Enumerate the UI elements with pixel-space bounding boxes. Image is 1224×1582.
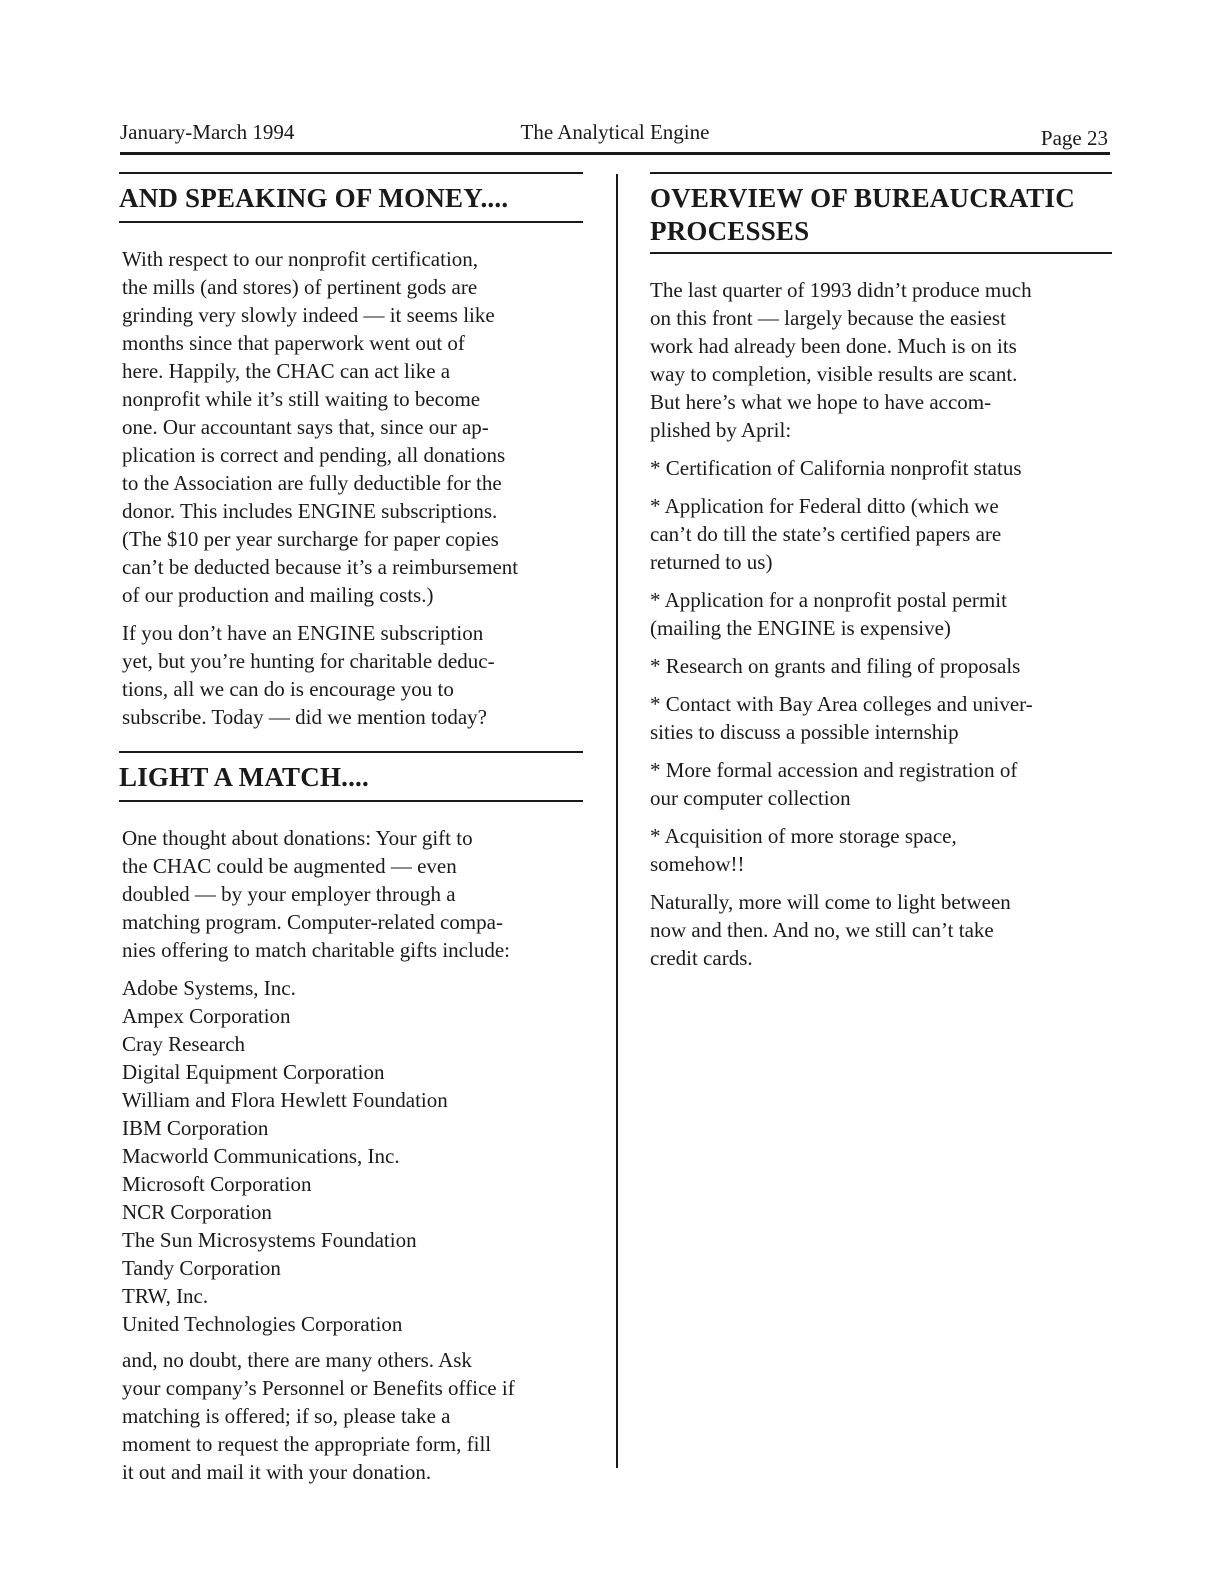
paragraph: and, no doubt, there are many others. Ask your company’s Personnel or Benefits office if matching is offered; if so, please take a moment to request the appropriate form, fill it out and mail it with your donation. [122,1348,515,1484]
list-item: Adobe Systems, Inc. [122,976,296,1000]
list-item: Ampex Corporation [122,1004,291,1028]
list-item: Cray Research [122,1032,246,1056]
issue-date: January-March 1994 [120,120,295,144]
left-column [119,172,584,1496]
list-item: William and Flora Hewlett Foundation [122,1088,448,1112]
section-title-bureaucratic: OVERVIEW OF BUREAUCRATIC PROCESSES [650,172,1112,254]
list-item: * Application for Federal ditto (which we can’t do till the state’s certified papers are returned to us) [650,494,1002,574]
list-item: * Certification of California nonprofit status [650,456,1022,480]
page-number: Page 23 [1040,126,1108,150]
list-item: The Sun Microsystems Foundation [122,1228,417,1252]
list-item: Tandy Corporation [122,1256,281,1280]
list-item: Microsoft Corporation [122,1172,312,1196]
list-item: IBM Corporation [122,1116,269,1140]
list-item: * Acquisition of more storage space, somehow!! [650,824,957,876]
list-item: * More formal accession and registration of our computer collection [650,758,1018,810]
list-item: * Contact with Bay Area colleges and univer- sities to discuss a possible internship [650,692,1033,744]
paragraph: Naturally, more will come to light between now and then. And no, we still can’t take credit cards. [650,890,1011,970]
list-item: Digital Equipment Corporation [122,1060,385,1084]
paragraph: With respect to our nonprofit certification, the mills (and stores) of pertinent gods are grinding very slowly indeed — it seems like months since that paperwork went out of here. Happily, the CHAC can act like a nonprofit while it’s still waiting to become one. Our accountant says that, since our ap- plication is correct and pending, all donations to the Association are fully deductible for the donor. This includes ENGINE subscriptions. (The $10 per year surcharge for paper copies can’t be deducted because it’s a reimbursement of our production and mailing costs.) [122,247,519,607]
column-divider [616,174,618,1468]
paragraph: One thought about donations: Your gift to the CHAC could be augmented — even doubled — by your employer through a matching program. Computer-related compa- nies offering to match charitable gifts include: [122,826,510,962]
right-column [650,172,1112,982]
list-item: TRW, Inc. [122,1284,209,1308]
company-list [122,974,584,1338]
paragraph: If you don’t have an ENGINE subscription yet, but you’re hunting for charitable deduc- tions, all we can do is encourage you to subscribe. Today — did we mention today? [122,621,495,729]
list-item: * Research on grants and filing of proposals [650,654,1021,678]
section-title-money: AND SPEAKING OF MONEY.... [119,172,583,223]
paragraph: The last quarter of 1993 didn’t produce much on this front — largely because the easiest work had already been done. Much is on its way to completion, visible results are scant. But here’s what we hope to have accom- plished by April: [650,278,1032,442]
publication-title: The Analytical Engine [520,120,710,144]
section-title-match: LIGHT A MATCH.... [119,751,583,802]
list-item: NCR Corporation [122,1200,272,1224]
list-item: * Application for a nonprofit postal permit (mailing the ENGINE is expensive) [650,588,1007,640]
list-item: United Technologies Corporation [122,1312,403,1336]
page-header [120,120,1110,155]
list-item: Macworld Communications, Inc. [122,1144,400,1168]
